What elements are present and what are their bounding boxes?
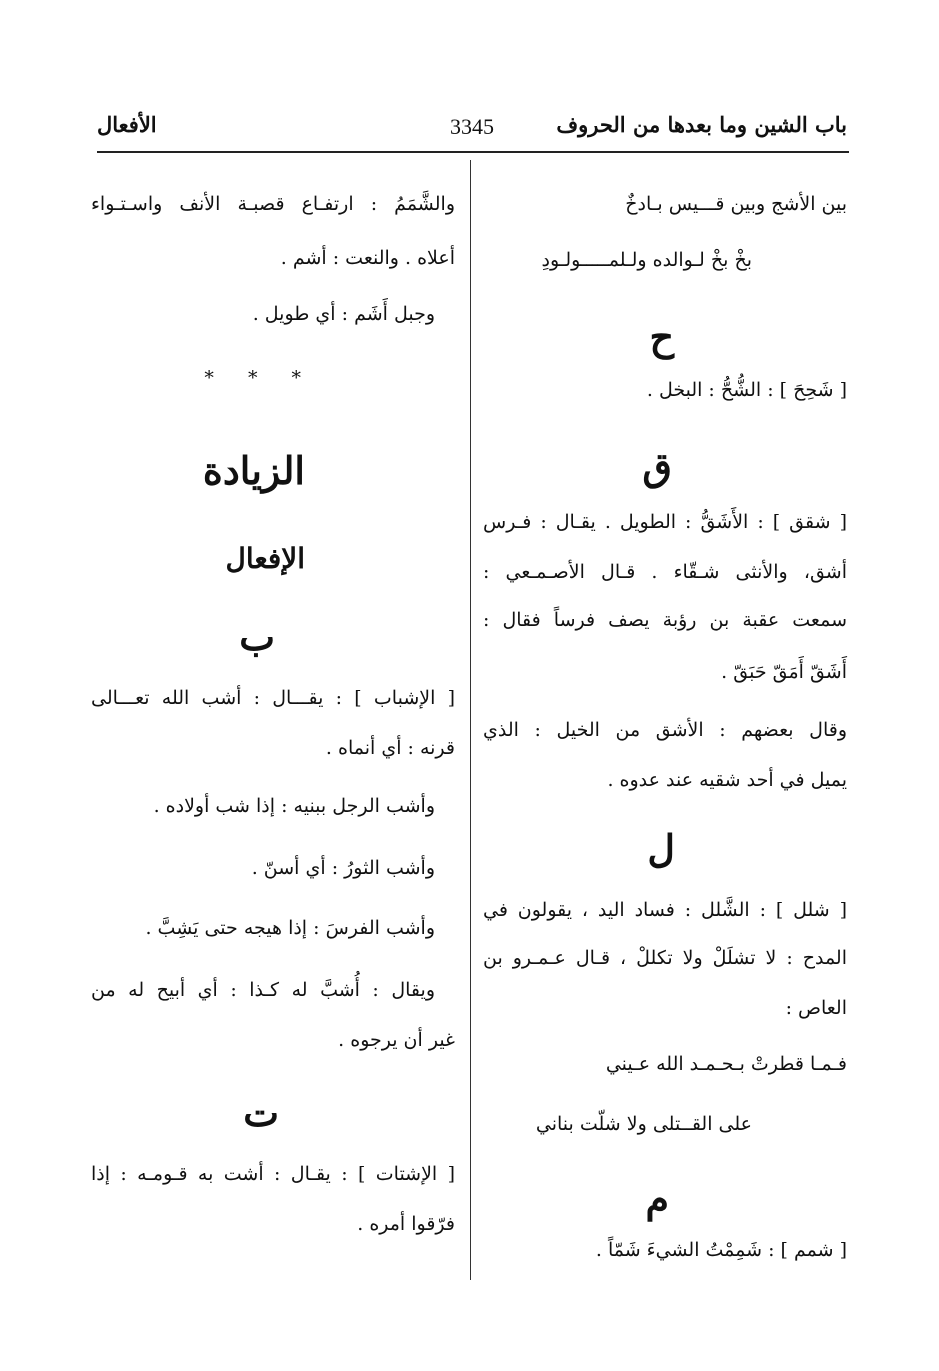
running-header-chapter: باب الشين وما بعدها من الحروف	[556, 112, 847, 137]
entry-line: [ شَحِحَ ] : الشُّحُّ : البخل .	[646, 379, 847, 401]
entry-line: [ الإشباب ] : يقـــال : أشب الله تعـــالى	[91, 687, 455, 709]
entry-line: والشَّمَمُ : ارتفـاع قصبـة الأنف واسـتـواء	[91, 193, 455, 215]
entry-line: [ شلل ] : الشَّلل : فساد اليد ، يقولون في	[483, 899, 847, 921]
entry-line: وأشب الفرسَ : إذا هيجه حتى يَشِبَّ .	[145, 917, 435, 939]
entry-line: أَشَقّ أَمَقّ حَبَقّ .	[721, 661, 847, 683]
letter-heading: ح	[649, 314, 674, 359]
entry-line: غير أن يرجوه .	[338, 1029, 455, 1051]
entry-line: وأشب الرجل ببنيه : إذا شب أولاده .	[153, 795, 435, 817]
letter-heading: م	[645, 1176, 669, 1221]
entry-line: [ شقق ] : الأَشَقُّ : الطويل . يقـال : فـرس	[483, 511, 847, 533]
separator-asterisks: * * *	[204, 367, 315, 389]
entry-line: وجبل أَشَم : أي طويل .	[252, 303, 435, 325]
letter-heading: ب	[239, 614, 275, 659]
page-number: 3345	[450, 114, 494, 139]
letter-heading: ل	[647, 826, 675, 871]
entry-line: فرّقوا أمره .	[357, 1213, 455, 1235]
right-column	[483, 0, 847, 1371]
entry-line: العاص :	[785, 997, 847, 1019]
verse-line: فـمـا قطرتْ بـحـمـد الله عـيني	[605, 1053, 847, 1075]
entry-line: وقال بعضهم : الأشق من الخيل : الذي	[483, 719, 847, 741]
entry-line: وأشب الثورُ : أي أسنّ .	[251, 857, 435, 879]
subsection-heading: الإفعال	[225, 542, 305, 575]
letter-heading: ت	[243, 1090, 279, 1135]
entry-line: أشق، والأنثى شـقّاء . قـال الأصـمـعي :	[483, 561, 847, 583]
verse-line: بخْ بخْ لـوالده ولـلمـــــولـودِ	[541, 249, 752, 271]
verse-line: على القــتلى ولا شلّت بناني	[535, 1113, 752, 1135]
entry-line: سمعت عقبة بن رؤبة يصف فرساً فقال :	[483, 609, 847, 631]
entry-line: يميل في أحد شقيه عند عدوه .	[607, 769, 847, 791]
entry-line: المدح : لا تشلَلْ ولا تكللْ ، قـال عـمـرو بن	[483, 947, 847, 969]
entry-line: [ شمم ] : شَمِمْتُ الشيءَ شَمّاً .	[595, 1239, 847, 1261]
section-heading: الزيادة	[202, 448, 305, 493]
entry-line: [ الإشتات ] : يقـال : أشت به قـومـه : إذا	[91, 1163, 455, 1185]
entry-line: قرنه : أي أنماه .	[325, 737, 455, 759]
column-divider	[470, 160, 471, 1280]
verse-line: بين الأشج وبين قـــيس بـادخٌ	[625, 193, 847, 215]
letter-heading: ق	[642, 444, 672, 489]
entry-line: ويقال : أُشبَّ له كـذا : أي أبيح له من	[91, 979, 435, 1001]
entry-line: أعلاه . والنعت : أشم .	[280, 247, 455, 269]
left-column	[91, 0, 455, 1371]
running-header-section: الأفعال	[97, 112, 157, 137]
